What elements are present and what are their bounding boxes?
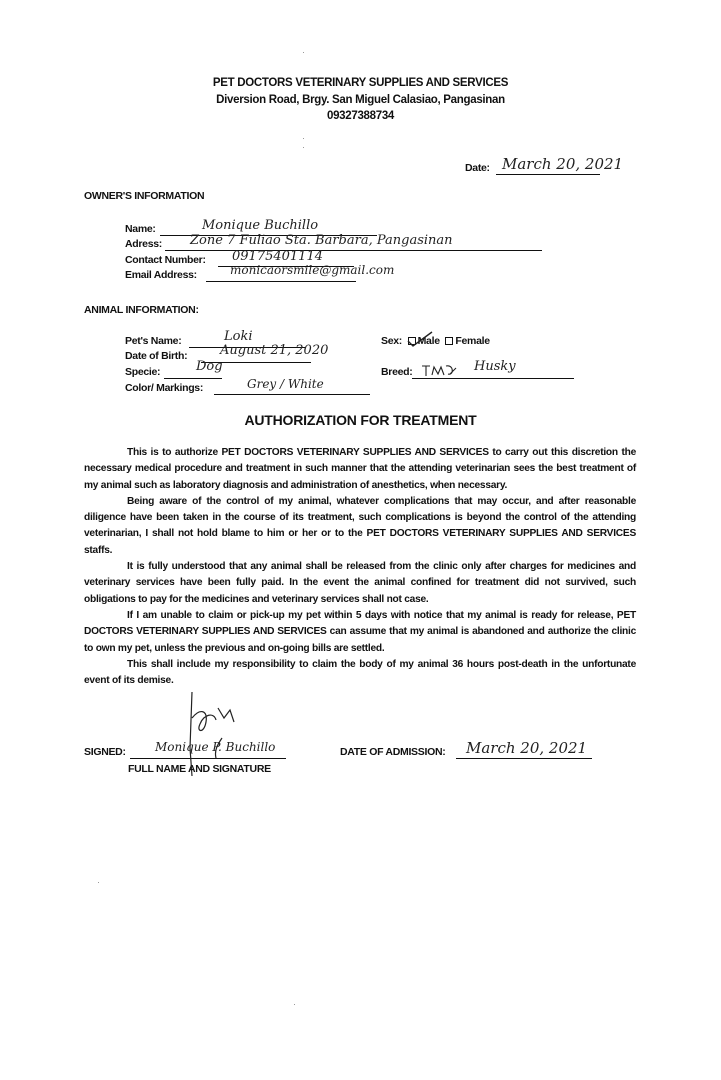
owner-name-label: Name: bbox=[125, 223, 156, 235]
date-label: Date: bbox=[465, 162, 490, 174]
authorization-paragraph: This shall include my responsibility to claim the body of my animal 36 hours post-death in the unfortunate event of its demise. bbox=[84, 658, 636, 687]
scan-speck bbox=[303, 138, 304, 139]
owner-contact-label: Contact Number: bbox=[125, 254, 206, 266]
pet-name-value: Loki bbox=[224, 329, 253, 344]
scan-speck bbox=[303, 52, 304, 53]
animal-section-title: ANIMAL INFORMATION: bbox=[84, 304, 199, 316]
authorization-paragraph: This is to authorize PET DOCTORS VETERINARY SUPPLIES AND SERVICES to carry out this discretion the necessary medical procedure and treatment in such manner that the attending veterinarian sees the best treatment of my animal such as laboratory diagnosis and administration of anesthetics, when necessary. bbox=[84, 447, 636, 491]
female-checkbox[interactable] bbox=[445, 337, 453, 345]
color-label: Color/ Markings: bbox=[125, 382, 204, 394]
company-phone: 09327388734 bbox=[326, 110, 395, 122]
owner-address-label: Adress: bbox=[125, 238, 162, 250]
owner-address-line bbox=[165, 250, 542, 251]
owner-contact-value: 09175401114 bbox=[232, 249, 323, 264]
male-check-mark-icon bbox=[406, 330, 436, 348]
date-line bbox=[496, 174, 600, 175]
species-line bbox=[164, 378, 222, 379]
owner-address-value: Zone 7 Fuliao Sta. Barbara, Pangasinan bbox=[190, 233, 453, 248]
signature-caption: FULL NAME AND SIGNATURE bbox=[128, 763, 271, 775]
scan-speck bbox=[303, 147, 304, 148]
admission-value: March 20, 2021 bbox=[466, 739, 588, 757]
company-name: PET DOCTORS VETERINARY SUPPLIES AND SERVICES bbox=[212, 77, 509, 89]
owner-name-value: Monique Buchillo bbox=[202, 218, 319, 233]
scan-speck bbox=[98, 882, 99, 883]
sex-label: Sex: bbox=[381, 335, 402, 347]
breed-scribble-icon bbox=[420, 362, 458, 378]
color-line bbox=[214, 394, 370, 395]
breed-label: Breed: bbox=[381, 366, 413, 378]
admission-label: DATE OF ADMISSION: bbox=[340, 746, 446, 758]
signed-name-value: Monique P. Buchillo bbox=[155, 740, 276, 754]
male-option-label: Male bbox=[417, 335, 440, 347]
dob-value: August 21, 2020 bbox=[220, 343, 329, 358]
owner-section-title: OWNER'S INFORMATION bbox=[84, 190, 205, 202]
authorization-paragraph: If I am unable to claim or pick-up my pet within 5 days with notice that my animal is ready for release, PET DOCTORS VETERINARY SUPPLIES AND SERVICES can assume that my animal is abandoned and authorize the clinic to own my pet, unless the previous and on-going bills are settled. bbox=[84, 609, 636, 654]
company-address: Diversion Road, Brgy. San Miguel Calasiao, Pangasinan bbox=[216, 94, 505, 106]
breed-line bbox=[412, 378, 574, 379]
owner-email-label: Email Address: bbox=[125, 269, 197, 281]
owner-email-value: monicaorsmile@gmail.com bbox=[230, 263, 395, 277]
authorization-paragraph: Being aware of the control of my animal, whatever complications that may occur, and after reasonable diligence have been taken in the course of its treatment, such complications is beyond the control of the attending veterinarian, I shall not hold blame to him or her or to the PET DOCTORS VETERINARY SUPPLIES AND SERVICES staffs. bbox=[84, 495, 636, 556]
authorization-title: AUTHORIZATION FOR TREATMENT bbox=[244, 412, 477, 428]
pet-name-label: Pet's Name: bbox=[125, 335, 182, 347]
color-value: Grey / White bbox=[247, 377, 324, 391]
authorization-paragraph: It is fully understood that any animal shall be released from the clinic only after charges for medicines and veterinary services have been fully paid. In the event the animal confined for treatment did not survived, such obligations to pay for the medicines and veterinary services shall not case. bbox=[84, 561, 636, 605]
dob-label: Date of Birth: bbox=[125, 350, 188, 362]
signed-label: SIGNED: bbox=[84, 746, 126, 758]
female-option-label: Female bbox=[455, 335, 490, 347]
admission-line bbox=[456, 758, 592, 759]
breed-value: Husky bbox=[474, 359, 516, 374]
species-label: Specie: bbox=[125, 366, 161, 378]
owner-email-line bbox=[206, 281, 356, 282]
date-value: March 20, 2021 bbox=[502, 155, 624, 173]
species-value: Dog bbox=[196, 359, 223, 374]
scan-speck bbox=[294, 1004, 295, 1005]
authorization-body bbox=[84, 445, 636, 689]
